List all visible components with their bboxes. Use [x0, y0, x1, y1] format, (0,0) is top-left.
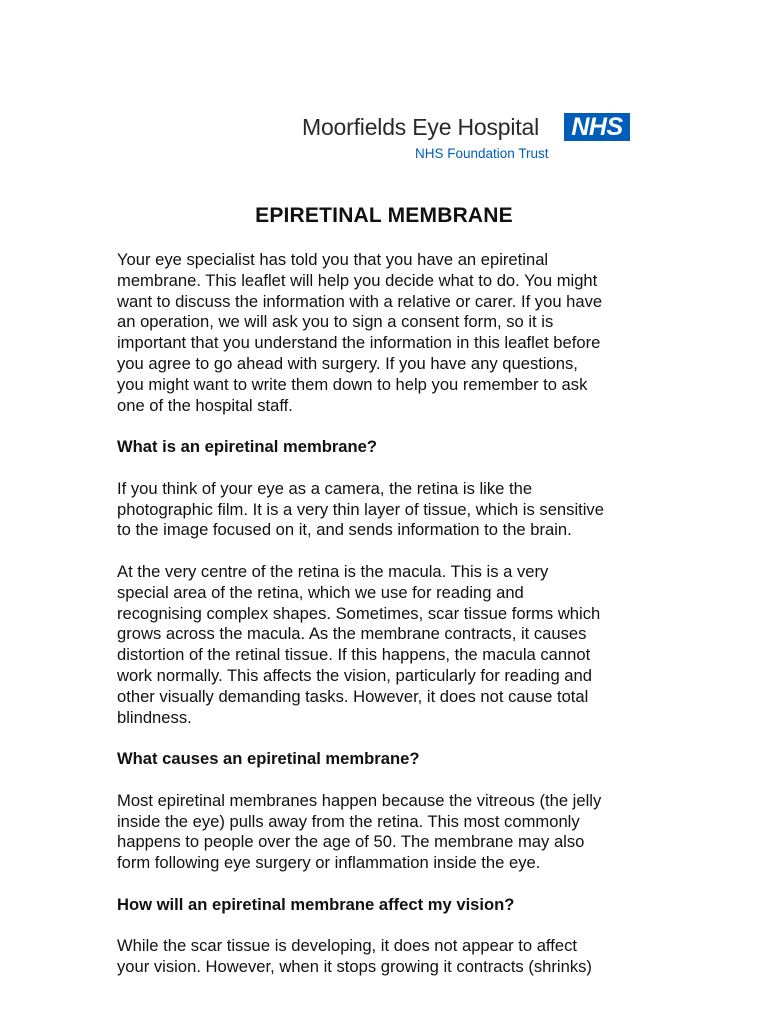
section-paragraph: If you think of your eye as a camera, the retina is like the photographic film. It is a very thin layer of tissue, which is sensitive to the image focused on it, and sends information to the brain.: [117, 478, 604, 540]
intro-paragraph: Your eye specialist has told you that you have an epiretinal membrane. This leaflet will help you decide what to do. You might want to discuss the information with a relative or carer. If you have an operation, we will ask you to sign a consent form, so it is important that you understand the information in this leaflet before you agree to go ahead with surgery. If you have any questions, you might want to write them down to help you remember to ask one of the hospital staff.: [117, 250, 603, 415]
section-paragraph: At the very centre of the retina is the macula. This is a very special area of the retina, which we use for reading and recognising complex shapes. Sometimes, scar tissue forms which grows across the macula. As the membrane contracts, it causes distortion of the retinal tissue. If this happens, the macula cannot work normally. This affects the vision, particularly for reading and other visually demanding tasks. However, it does not cause total blindness.: [117, 561, 601, 727]
nhs-logo: NHS: [564, 113, 630, 141]
section-paragraph: While the scar tissue is developing, it does not appear to affect your vision. However, when it stops growing it contracts (shrinks): [117, 936, 592, 977]
hospital-name: Moorfields Eye Hospital: [302, 114, 540, 140]
section-heading: What is an epiretinal membrane?: [117, 437, 378, 457]
header-logo-block: [302, 113, 632, 165]
trust-name: NHS Foundation Trust: [415, 146, 549, 161]
section-heading: What causes an epiretinal membrane?: [117, 749, 420, 769]
document-body: [117, 250, 677, 999]
document-title: EPIRETINAL MEMBRANE: [255, 204, 513, 227]
section-heading: How will an epiretinal membrane affect my vision?: [117, 894, 515, 914]
section-paragraph: Most epiretinal membranes happen because the vitreous (the jelly inside the eye) pulls away from the retina. This most commonly happens to people over the age of 50. The membrane may also form following eye surgery or inflammation inside the eye.: [117, 790, 602, 873]
